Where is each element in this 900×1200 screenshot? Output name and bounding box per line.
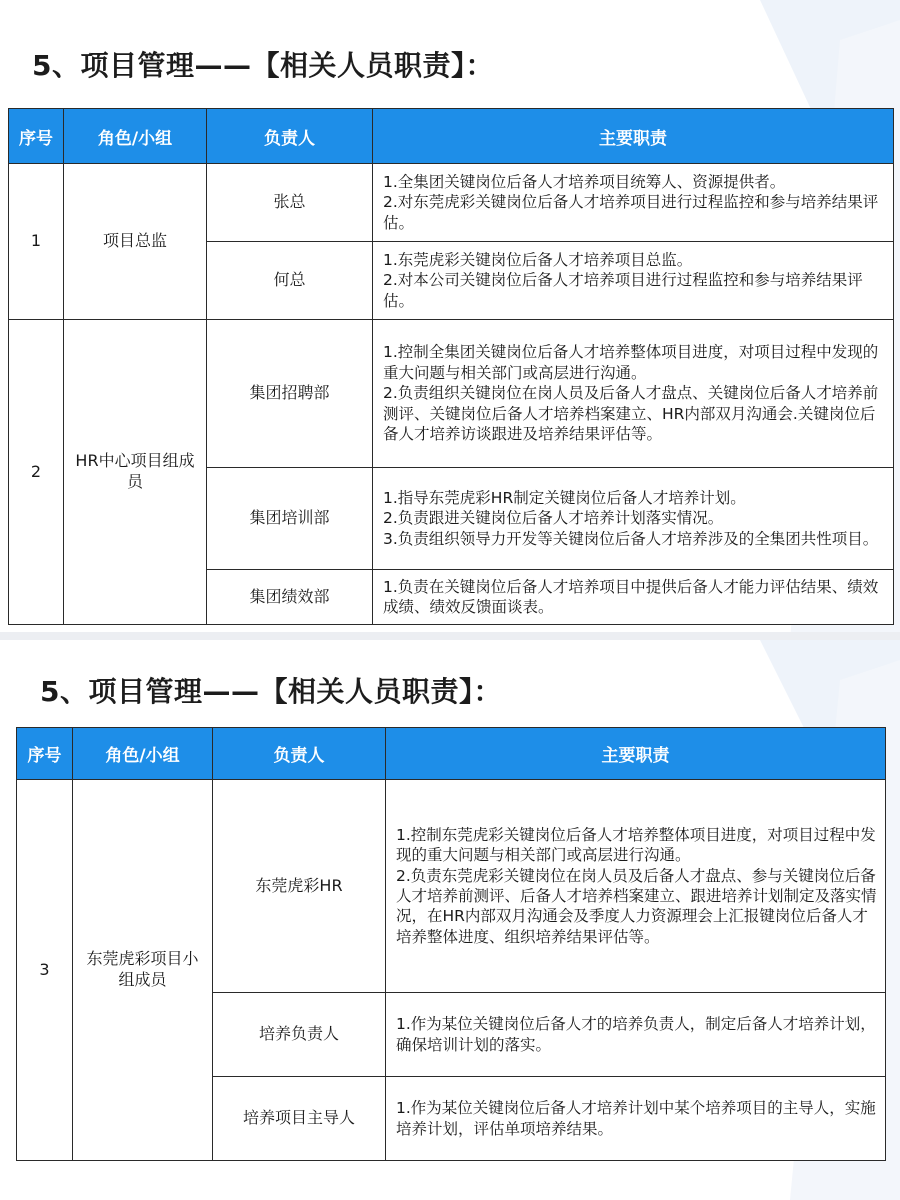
duty-cell bbox=[373, 164, 894, 242]
col-header-person: 负责人 bbox=[213, 728, 386, 780]
row-number: 1 bbox=[9, 164, 64, 320]
duty-text: 1.控制全集团关键岗位后备人才培养整体项目进度，对项目过程中发现的重大问题与相关部门或高层进行沟通。 bbox=[383, 343, 879, 382]
duty-text: 2.负责东莞虎彩关键岗位在岗人员及后备人才盘点、参与关键岗位后备人才培养前测评、后备人才培养档案建立、跟进培养计划制定及落实情况，在HR内部双月沟通会及季度人力资源理会上汇报键岗位后备人才培养整体进度、组织培养结果评估等。 bbox=[396, 866, 877, 946]
duty-text: 1.东莞虎彩关键岗位后备人才培养项目总监。 bbox=[383, 250, 693, 269]
page-title: 5、项目管理——【相关人员职责】： bbox=[32, 49, 494, 82]
duty-text: 2.对东莞虎彩关键岗位后备人才培养项目进行过程监控和参与培养结果评估。 bbox=[383, 193, 879, 232]
duty-text: 2.负责组织关键岗位在岗人员及后备人才盘点、关键岗位后备人才培养前测评、关键岗位后备人才培养档案建立、HR内部双月沟通会.关键岗位后备人才培养访谈跟进及培养结果评估等。 bbox=[383, 384, 879, 444]
person-cell: 集团招聘部 bbox=[207, 320, 373, 468]
page-title: 5、项目管理——【相关人员职责】： bbox=[40, 675, 502, 708]
col-header-role: 角色/小组 bbox=[64, 109, 207, 164]
role-cell: 东莞虎彩项目小组成员 bbox=[73, 780, 213, 1161]
row-number: 3 bbox=[17, 780, 73, 1161]
duty-cell bbox=[386, 1077, 886, 1161]
person-cell: 何总 bbox=[207, 242, 373, 320]
col-header-person: 负责人 bbox=[207, 109, 373, 164]
table-row bbox=[9, 164, 894, 242]
responsibility-table bbox=[8, 108, 894, 625]
duty-text: 1.作为某位关键岗位后备人才培养计划中某个培养项目的主导人，实施培养计划，评估单项培养结果。 bbox=[396, 1099, 876, 1138]
duty-text: 1.全集团关键岗位后备人才培养项目统筹人、资源提供者。 bbox=[383, 172, 786, 191]
col-header-duties: 主要职责 bbox=[373, 109, 894, 164]
duty-cell bbox=[373, 468, 894, 570]
person-cell: 东莞虎彩HR bbox=[213, 780, 386, 993]
duty-text: 2.负责跟进关键岗位后备人才培养计划落实情况。 bbox=[383, 509, 724, 528]
duty-cell bbox=[386, 993, 886, 1077]
person-cell: 集团绩效部 bbox=[207, 570, 373, 625]
person-cell: 集团培训部 bbox=[207, 468, 373, 570]
duty-text: 3.负责组织领导力开发等关键岗位后备人才培养涉及的全集团共性项目。 bbox=[383, 529, 879, 548]
duty-cell bbox=[373, 320, 894, 468]
duty-text: 1.指导东莞虎彩HR制定关键岗位后备人才培养计划。 bbox=[383, 488, 746, 507]
person-cell: 培养负责人 bbox=[213, 993, 386, 1077]
duty-text: 1.控制东莞虎彩关键岗位后备人才培养整体项目进度，对项目过程中发现的重大问题与相关部门或高层进行沟通。 bbox=[396, 825, 876, 865]
col-header-no: 序号 bbox=[17, 728, 73, 780]
role-cell: 项目总监 bbox=[64, 164, 207, 320]
col-header-duties: 主要职责 bbox=[386, 728, 886, 780]
duty-cell bbox=[386, 780, 886, 993]
duty-text: 1.作为某位关键岗位后备人才的培养负责人，制定后备人才培养计划，确保培训计划的落实。 bbox=[396, 1015, 876, 1054]
person-cell: 培养项目主导人 bbox=[213, 1077, 386, 1161]
table-row bbox=[17, 780, 886, 993]
role-cell: HR中心项目组成员 bbox=[64, 320, 207, 625]
duty-text: 2.对本公司关键岗位后备人才培养项目进行过程监控和参与培养结果评估。 bbox=[383, 271, 863, 310]
duty-text: 1.负责在关键岗位后备人才培养项目中提供后备人才能力评估结果、绩效成绩、绩效反馈面谈表。 bbox=[383, 577, 879, 616]
duty-cell bbox=[373, 570, 894, 625]
row-number: 2 bbox=[9, 320, 64, 625]
duty-cell bbox=[373, 242, 894, 320]
col-header-role: 角色/小组 bbox=[73, 728, 213, 780]
person-cell: 张总 bbox=[207, 164, 373, 242]
slide-2 bbox=[0, 640, 900, 1200]
responsibility-table bbox=[16, 727, 886, 1161]
table-row bbox=[9, 320, 894, 468]
col-header-no: 序号 bbox=[9, 109, 64, 164]
